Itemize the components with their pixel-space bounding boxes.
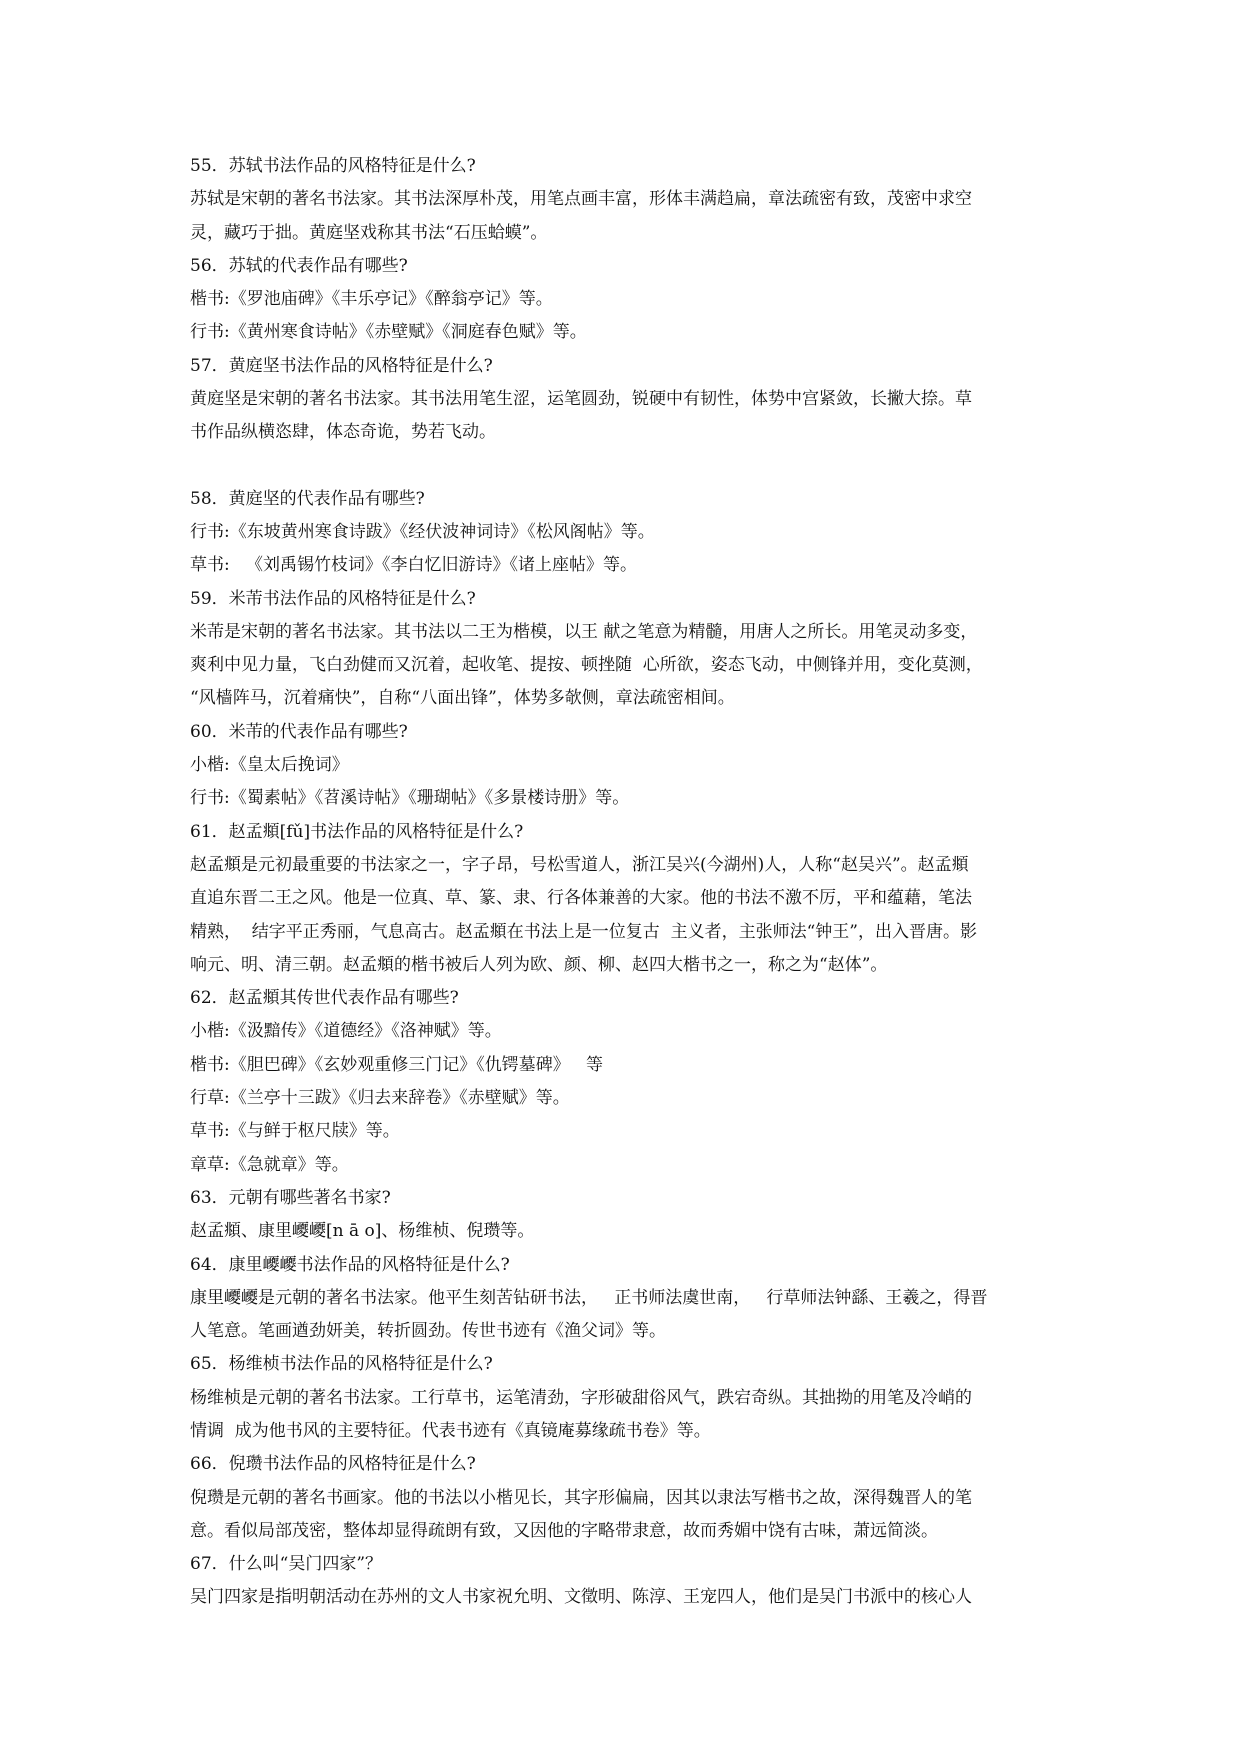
answer-text: 倪瓒是元朝的著名书画家。他的书法以小楷见长，其字形偏扁，因其以隶法写楷书之故，深得魏晋人的笔 bbox=[190, 1487, 972, 1508]
question-heading: 66．倪瓒书法作品的风格特征是什么? bbox=[190, 1454, 476, 1475]
answer-text: 精熟， 结字平正秀丽，气息高古。赵孟頫在书法上是一位复古 主义者，主张师法“钟王”，出入晋唐。影 bbox=[190, 921, 977, 942]
answer-text: 小楷:《汲黯传》《道德经》《洛神赋》等。 bbox=[190, 1021, 502, 1042]
answer-text: 直追东晋二王之风。他是一位真、草、篆、隶、行各体兼善的大家。他的书法不激不厉，平和蕴藉，笔法 bbox=[190, 888, 972, 909]
answer-text: 草书:《与鲜于枢尺牍》等。 bbox=[190, 1121, 400, 1142]
answer-text: 书作品纵横恣肆，体态奇诡，势若飞动。 bbox=[190, 422, 496, 443]
answer-text: 米芾是宋朝的著名书法家。其书法以二王为楷模，以王 献之笔意为精髓，用唐人之所长。用笔灵动多变， bbox=[190, 621, 978, 642]
answer-text: 草书: 《刘禹锡竹枝词》《李白忆旧游诗》《诸上座帖》等。 bbox=[190, 555, 637, 576]
answer-text: 行书:《黄州寒食诗帖》《赤壁赋》《洞庭春色赋》等。 bbox=[190, 322, 587, 343]
question-heading: 61．赵孟頫[fǔ]书法作品的风格特征是什么? bbox=[190, 821, 524, 842]
answer-text: 苏轼是宋朝的著名书法家。其书法深厚朴茂，用笔点画丰富，形体丰满趋扁，章法疏密有致，茂密中求空 bbox=[190, 189, 972, 210]
answer-text: 灵，藏巧于拙。黄庭坚戏称其书法“石压蛤蟆”。 bbox=[190, 222, 548, 243]
answer-text: 意。看似局部茂密，整体却显得疏朗有致，又因他的字略带隶意，故而秀媚中饶有古味，萧远简淡。 bbox=[190, 1520, 938, 1541]
answer-text: 章草:《急就章》等。 bbox=[190, 1154, 349, 1175]
document-page bbox=[190, 150, 1070, 1615]
question-heading: 56．苏轼的代表作品有哪些? bbox=[190, 255, 408, 276]
question-heading: 59．米芾书法作品的风格特征是什么? bbox=[190, 588, 476, 609]
question-heading: 60．米芾的代表作品有哪些? bbox=[190, 721, 408, 742]
answer-text: 吴门四家是指明朝活动在苏州的文人书家祝允明、文徵明、陈淳、王宠四人，他们是吴门书派中的核心人 bbox=[190, 1587, 972, 1608]
question-heading: 63．元朝有哪些著名书家? bbox=[190, 1187, 391, 1208]
answer-text: 响元、明、清三朝。赵孟頫的楷书被后人列为欧、颜、柳、赵四大楷书之一，称之为“赵体”。 bbox=[190, 954, 888, 975]
question-heading: 65．杨维桢书法作品的风格特征是什么? bbox=[190, 1354, 493, 1375]
answer-text: 赵孟頫是元初最重要的书法家之一，字子昂，号松雪道人，浙江吴兴(今湖州)人，人称“赵吴兴”。赵孟頫 bbox=[190, 854, 969, 875]
answer-text: “风樯阵马，沉着痛快”，自称“八面出锋”，体势多欹侧，章法疏密相间。 bbox=[190, 688, 735, 709]
answer-text: 杨维桢是元朝的著名书法家。工行草书，运笔清劲，字形破甜俗风气，跌宕奇纵。其拙拗的用笔及冷峭的 bbox=[190, 1387, 972, 1408]
question-heading: 62．赵孟頫其传世代表作品有哪些? bbox=[190, 988, 459, 1009]
answer-text: 黄庭坚是宋朝的著名书法家。其书法用笔生涩，运笔圆劲，锐硬中有韧性，体势中宫紧敛，长撇大捺。草 bbox=[190, 389, 972, 410]
question-heading: 67．什么叫“吴门四家”？ bbox=[190, 1554, 383, 1575]
answer-text: 爽利中见力量，飞白劲健而又沉着，起收笔、提按、顿挫随 心所欲，姿态飞动，中侧锋并用，变化莫测， bbox=[190, 655, 983, 676]
answer-text: 情调 成为他书风的主要特征。代表书迹有《真镜庵募缘疏书卷》等。 bbox=[190, 1420, 711, 1441]
question-heading: 64．康里巎巎书法作品的风格特征是什么? bbox=[190, 1254, 510, 1275]
answer-text: 行书:《蜀素帖》《苕溪诗帖》《珊瑚帖》《多景楼诗册》等。 bbox=[190, 788, 630, 809]
question-heading: 55．苏轼书法作品的风格特征是什么? bbox=[190, 156, 476, 176]
answer-text: 赵孟頫、康里巎巎[n ā o]、杨维桢、倪瓒等。 bbox=[190, 1221, 535, 1242]
answer-text: 康里巎巎是元朝的著名书法家。他平生刻苦钻研书法， 正书师法虞世南， 行草师法钟繇、王羲之，得晋 bbox=[190, 1287, 988, 1308]
blank-line bbox=[190, 450, 1070, 483]
answer-text: 行书:《东坡黄州寒食诗跋》《经伏波神词诗》《松风阁帖》等。 bbox=[190, 521, 655, 542]
answer-text: 楷书:《罗池庙碑》《丰乐亭记》《醉翁亭记》等。 bbox=[190, 289, 553, 310]
answer-text: 人笔意。笔画遒劲妍美，转折圆劲。传世书迹有《渔父词》等。 bbox=[190, 1321, 666, 1342]
answer-text: 小楷:《皇太后挽词》 bbox=[190, 755, 349, 776]
answer-text: 行草:《兰亭十三跋》《归去来辞卷》《赤壁赋》等。 bbox=[190, 1088, 570, 1109]
question-heading: 58．黄庭坚的代表作品有哪些? bbox=[190, 488, 425, 509]
question-heading: 57．黄庭坚书法作品的风格特征是什么? bbox=[190, 355, 493, 376]
answer-text: 楷书:《胆巴碑》《玄妙观重修三门记》《仇锷墓碑》 等 bbox=[190, 1054, 603, 1075]
